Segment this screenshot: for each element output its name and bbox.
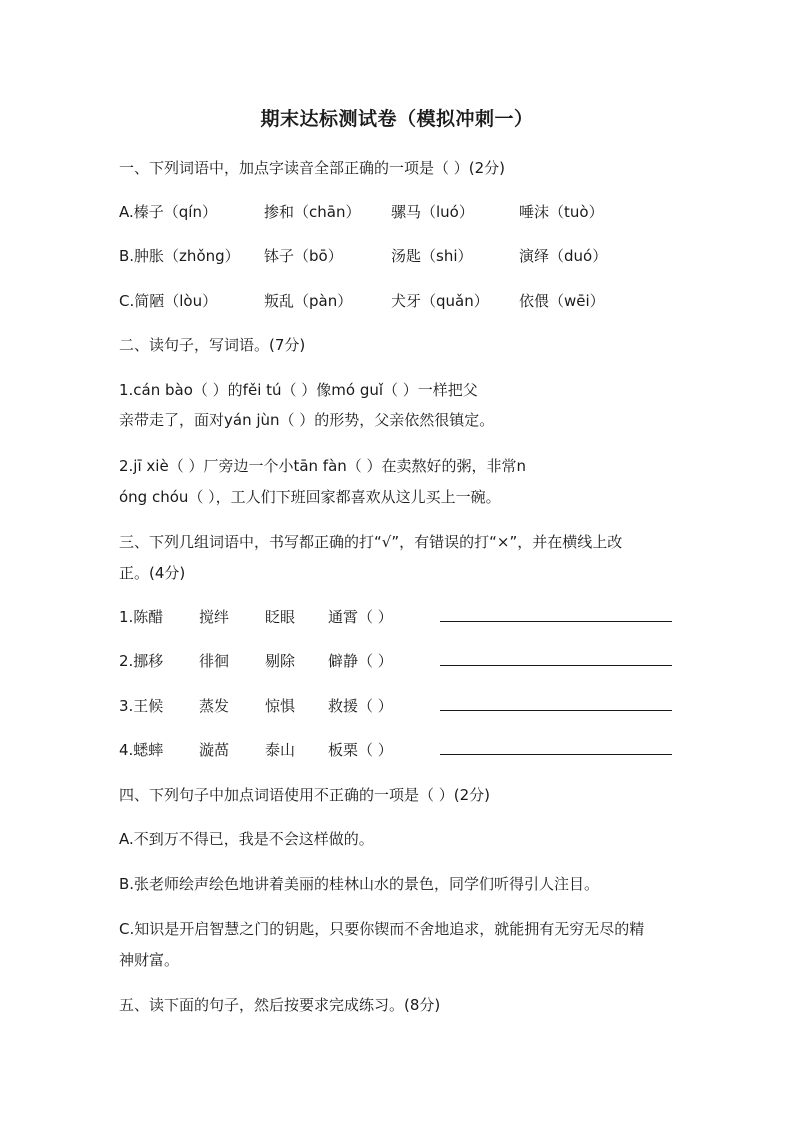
question-3-row-1 xyxy=(119,607,679,627)
row-2-answer-line[interactable] xyxy=(440,665,672,666)
row-3-word-4: 救援（ ） xyxy=(328,697,393,715)
option-c-word-2: 叛乱（pàn） xyxy=(264,292,353,310)
row-2-word-2: 徘徊 xyxy=(199,652,230,670)
row-2-word-4: 僻静（ ） xyxy=(328,652,393,670)
question-3-row-4 xyxy=(119,740,679,760)
option-a-word-3: 骡马（luó） xyxy=(391,203,474,221)
question-2-item-2-line-2: óng chóu（ ），工人们下班回家都喜欢从这儿买上一碗。 xyxy=(119,488,501,506)
page-title: 期末达标测试卷（模拟冲刺一） xyxy=(260,108,534,130)
question-5-stem: 五、读下面的句子，然后按要求完成练习。(8分) xyxy=(119,996,441,1014)
option-b-word-3: 汤匙（shi） xyxy=(391,247,473,265)
option-b-word-2: 钵子（bō） xyxy=(264,247,343,265)
row-2-word-3: 剔除 xyxy=(265,652,296,670)
row-1-answer-line[interactable] xyxy=(440,621,672,622)
question-1-option-c xyxy=(119,291,679,311)
question-1-stem: 一、下列词语中，加点字读音全部正确的一项是（ ）(2分) xyxy=(119,159,506,177)
row-3-answer-line[interactable] xyxy=(440,710,672,711)
option-b-word-4: 演绎（duó） xyxy=(519,247,608,265)
option-b-word-1: B.肿胀（zhǒng） xyxy=(119,247,240,265)
row-1-word-3: 眨眼 xyxy=(265,608,296,626)
row-4-word-3: 泰山 xyxy=(265,741,296,759)
row-4-word-2: 漩萵 xyxy=(199,741,230,759)
question-3-stem-line-1: 三、下列几组词语中，书写都正确的打“√”，有错误的打“×”，并在横线上改 xyxy=(119,533,623,551)
option-c-word-3: 犬牙（quǎn） xyxy=(391,292,489,310)
row-1-word-1: 1.陈醋 xyxy=(119,608,164,626)
option-c-word-1: C.简陋（lòu） xyxy=(119,292,218,310)
row-1-word-2: 搅绊 xyxy=(199,608,230,626)
question-3-row-2 xyxy=(119,651,679,671)
option-a-word-1: A.榛子（qín） xyxy=(119,203,217,221)
row-4-answer-line[interactable] xyxy=(440,754,672,755)
question-2-item-1-line-2: 亲带走了，面对yán jùn（ ）的形势，父亲依然很镇定。 xyxy=(119,411,495,429)
option-a-word-2: 掺和（chān） xyxy=(264,203,361,221)
question-4-option-a: A.不到万不得已，我是不会这样做的。 xyxy=(119,830,374,848)
question-4-option-c-line-1: C.知识是开启智慧之门的钥匙，只要你锲而不舍地追求，就能拥有无穷无尽的精 xyxy=(119,920,645,938)
question-2-item-2-line-1: 2.jī xiè（ ）厂旁边一个小tān fàn（ ）在卖熬好的粥，非常n xyxy=(119,457,527,475)
question-1-option-a xyxy=(119,202,679,222)
option-a-word-4: 唾沫（tuò） xyxy=(519,203,604,221)
question-4-option-b: B.张老师绘声绘色地讲着美丽的桂林山水的景色，同学们听得引人注目。 xyxy=(119,875,600,893)
row-3-word-3: 惊惧 xyxy=(265,697,296,715)
question-2-stem: 二、读句子，写词语。(7分) xyxy=(119,336,306,354)
question-2-item-1-line-1: 1.cán bào（ ）的fěi tú（ ）像mó guǐ（ ）一样把父 xyxy=(119,381,478,399)
row-3-word-1: 3.王候 xyxy=(119,697,164,715)
row-4-word-1: 4.蟋蟀 xyxy=(119,741,164,759)
row-1-word-4: 通霄（ ） xyxy=(328,608,393,626)
row-2-word-1: 2.挪移 xyxy=(119,652,164,670)
question-3-row-3 xyxy=(119,696,679,716)
question-4-option-c-line-2: 神财富。 xyxy=(119,951,180,969)
question-3-stem-line-2: 正。(4分) xyxy=(119,564,186,582)
row-4-word-4: 板栗（ ） xyxy=(328,741,393,759)
question-4-stem: 四、下列句子中加点词语使用不正确的一项是（ ）(2分) xyxy=(119,786,491,804)
option-c-word-4: 依偎（wēi） xyxy=(519,292,605,310)
question-1-option-b xyxy=(119,246,679,266)
row-3-word-2: 蒸发 xyxy=(199,697,230,715)
